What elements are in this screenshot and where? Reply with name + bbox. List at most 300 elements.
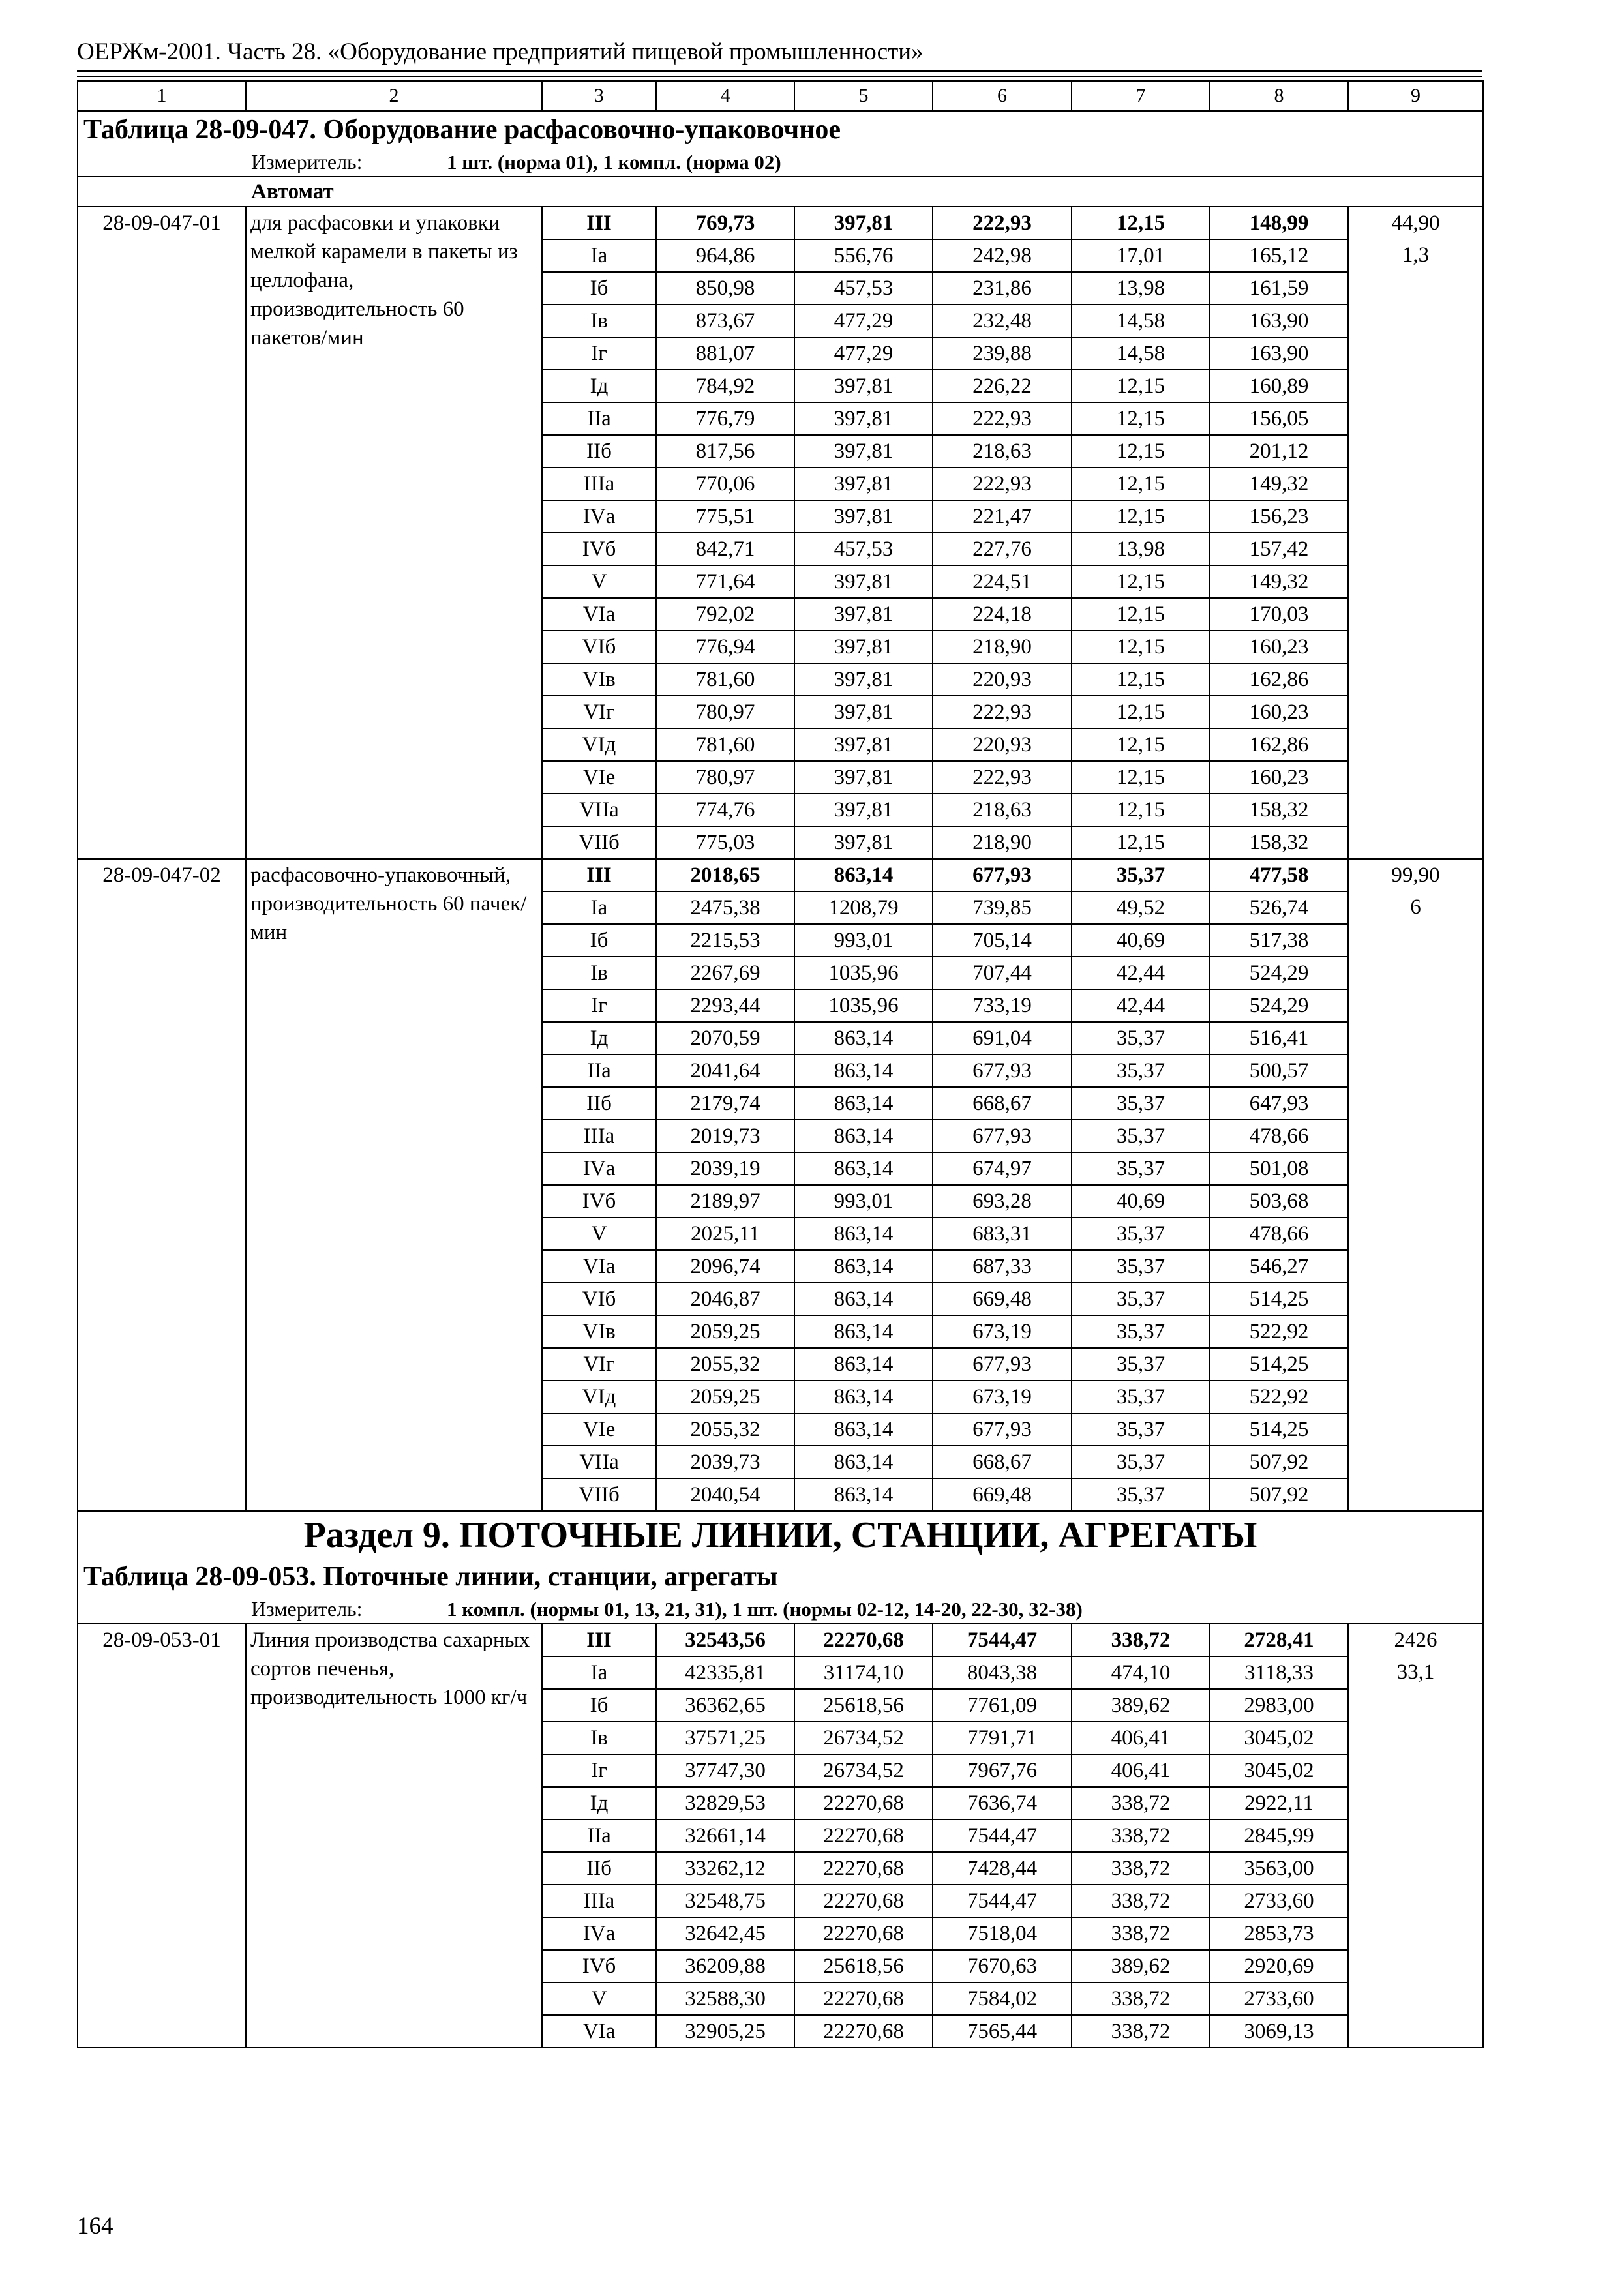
col9-cell xyxy=(1348,1722,1483,1754)
col9-cell xyxy=(1348,696,1483,728)
value-cell: 397,81 xyxy=(794,370,933,402)
value-cell: 397,81 xyxy=(794,500,933,533)
value-cell: 12,15 xyxy=(1072,207,1210,239)
value-cell: 863,14 xyxy=(794,1087,933,1120)
value-cell: 35,37 xyxy=(1072,1446,1210,1478)
value-cell: 647,93 xyxy=(1210,1087,1348,1120)
value-cell: 397,81 xyxy=(794,696,933,728)
value-cell: 14,58 xyxy=(1072,305,1210,337)
zone-cell: IIб xyxy=(542,435,656,468)
value-cell: 32661,14 xyxy=(656,1819,794,1852)
col9-cell xyxy=(1348,1950,1483,1982)
value-cell: 2179,74 xyxy=(656,1087,794,1120)
column-number: 5 xyxy=(794,81,933,111)
value-cell: 242,98 xyxy=(933,239,1072,272)
value-cell: 673,19 xyxy=(933,1381,1072,1413)
value-cell: 338,72 xyxy=(1072,2015,1210,2048)
value-cell: 522,92 xyxy=(1210,1381,1348,1413)
zone-cell: IIIа xyxy=(542,1885,656,1917)
value-cell: 2055,32 xyxy=(656,1413,794,1446)
col9-cell xyxy=(1348,305,1483,337)
value-cell: 222,93 xyxy=(933,761,1072,794)
value-cell: 165,12 xyxy=(1210,239,1348,272)
value-cell: 522,92 xyxy=(1210,1315,1348,1348)
value-cell: 993,01 xyxy=(794,924,933,957)
value-cell: 850,98 xyxy=(656,272,794,305)
col9-cell xyxy=(1348,1055,1483,1087)
value-cell: 770,06 xyxy=(656,468,794,500)
value-cell: 457,53 xyxy=(794,272,933,305)
col9-cell xyxy=(1348,1819,1483,1852)
col9-cell xyxy=(1348,1885,1483,1917)
value-cell: 25618,56 xyxy=(794,1950,933,1982)
value-cell: 35,37 xyxy=(1072,1218,1210,1250)
value-cell: 160,23 xyxy=(1210,631,1348,663)
value-cell: 389,62 xyxy=(1072,1950,1210,1982)
value-cell: 2733,60 xyxy=(1210,1982,1348,2015)
value-cell: 163,90 xyxy=(1210,337,1348,370)
value-cell: 669,48 xyxy=(933,1283,1072,1315)
value-cell: 12,15 xyxy=(1072,728,1210,761)
zone-cell: Iб xyxy=(542,272,656,305)
col9-cell: 2426 xyxy=(1348,1624,1483,1656)
value-cell: 218,90 xyxy=(933,826,1072,859)
value-cell: 780,97 xyxy=(656,696,794,728)
value-cell: 501,08 xyxy=(1210,1152,1348,1185)
value-cell: 163,90 xyxy=(1210,305,1348,337)
column-number: 7 xyxy=(1072,81,1210,111)
column-number: 4 xyxy=(656,81,794,111)
value-cell: 514,25 xyxy=(1210,1348,1348,1381)
col9-cell xyxy=(1348,370,1483,402)
value-cell: 776,79 xyxy=(656,402,794,435)
col9-cell xyxy=(1348,272,1483,305)
value-cell: 33262,12 xyxy=(656,1852,794,1885)
value-cell: 3563,00 xyxy=(1210,1852,1348,1885)
col9-cell xyxy=(1348,1446,1483,1478)
value-cell: 863,14 xyxy=(794,1055,933,1087)
value-cell: 232,48 xyxy=(933,305,1072,337)
value-cell: 514,25 xyxy=(1210,1283,1348,1315)
value-cell: 474,10 xyxy=(1072,1656,1210,1689)
value-cell: 7544,47 xyxy=(933,1885,1072,1917)
table-title: Таблица 28-09-047. Оборудование расфасовочно-упаковочное xyxy=(78,111,1483,148)
col9-cell xyxy=(1348,1315,1483,1348)
value-cell: 7428,44 xyxy=(933,1852,1072,1885)
value-cell: 218,63 xyxy=(933,794,1072,826)
value-cell: 673,19 xyxy=(933,1315,1072,1348)
value-cell: 231,86 xyxy=(933,272,1072,305)
value-cell: 2019,73 xyxy=(656,1120,794,1152)
col9-cell xyxy=(1348,1982,1483,2015)
col9-cell xyxy=(1348,1413,1483,1446)
col9-cell xyxy=(1348,500,1483,533)
value-cell: 781,60 xyxy=(656,663,794,696)
col9-cell xyxy=(1348,663,1483,696)
value-cell: 863,14 xyxy=(794,1283,933,1315)
value-cell: 22270,68 xyxy=(794,2015,933,2048)
value-cell: 526,74 xyxy=(1210,891,1348,924)
value-cell: 40,69 xyxy=(1072,924,1210,957)
column-number: 2 xyxy=(246,81,542,111)
value-cell: 477,29 xyxy=(794,337,933,370)
value-cell: 32543,56 xyxy=(656,1624,794,1656)
zone-cell: VIIа xyxy=(542,1446,656,1478)
value-cell: 221,47 xyxy=(933,500,1072,533)
value-cell: 222,93 xyxy=(933,468,1072,500)
value-cell: 13,98 xyxy=(1072,272,1210,305)
value-cell: 49,52 xyxy=(1072,891,1210,924)
value-cell: 17,01 xyxy=(1072,239,1210,272)
value-cell: 2040,54 xyxy=(656,1478,794,1511)
value-cell: 12,15 xyxy=(1072,761,1210,794)
value-cell: 677,93 xyxy=(933,1413,1072,1446)
meter xyxy=(78,148,1483,177)
col9-cell xyxy=(1348,533,1483,565)
value-cell: 784,92 xyxy=(656,370,794,402)
zone-cell: III xyxy=(542,1624,656,1656)
value-cell: 683,31 xyxy=(933,1218,1072,1250)
value-cell: 406,41 xyxy=(1072,1722,1210,1754)
value-cell: 668,67 xyxy=(933,1087,1072,1120)
zone-cell: VIIа xyxy=(542,794,656,826)
zone-cell: VIIб xyxy=(542,826,656,859)
value-cell: 2475,38 xyxy=(656,891,794,924)
value-cell: 338,72 xyxy=(1072,1885,1210,1917)
norm-code: 28-09-047-01 xyxy=(78,207,246,859)
value-cell: 35,37 xyxy=(1072,1055,1210,1087)
table-title-row xyxy=(78,111,1483,148)
value-cell: 507,92 xyxy=(1210,1478,1348,1511)
value-cell: 478,66 xyxy=(1210,1120,1348,1152)
value-cell: 148,99 xyxy=(1210,207,1348,239)
value-cell: 397,81 xyxy=(794,794,933,826)
value-cell: 338,72 xyxy=(1072,1982,1210,2015)
zone-cell: V xyxy=(542,1218,656,1250)
value-cell: 222,93 xyxy=(933,696,1072,728)
value-cell: 2853,73 xyxy=(1210,1917,1348,1950)
meter-row xyxy=(78,1595,1483,1624)
value-cell: 2055,32 xyxy=(656,1348,794,1381)
zone-cell: Iг xyxy=(542,337,656,370)
value-cell: 669,48 xyxy=(933,1478,1072,1511)
page-number: 164 xyxy=(77,2213,113,2239)
header-rule xyxy=(77,70,1482,72)
zone-cell: VIа xyxy=(542,1250,656,1283)
value-cell: 12,15 xyxy=(1072,696,1210,728)
value-cell: 35,37 xyxy=(1072,1022,1210,1055)
value-cell: 35,37 xyxy=(1072,1250,1210,1283)
value-cell: 775,03 xyxy=(656,826,794,859)
zone-cell: VIг xyxy=(542,1348,656,1381)
value-cell: 1208,79 xyxy=(794,891,933,924)
value-cell: 12,15 xyxy=(1072,435,1210,468)
value-cell: 3045,02 xyxy=(1210,1722,1348,1754)
zone-cell: IIа xyxy=(542,1055,656,1087)
value-cell: 397,81 xyxy=(794,728,933,761)
value-cell: 691,04 xyxy=(933,1022,1072,1055)
value-cell: 524,29 xyxy=(1210,989,1348,1022)
zone-cell: IIб xyxy=(542,1852,656,1885)
value-cell: 7670,63 xyxy=(933,1950,1072,1982)
norm-description: расфасовочно-упаковочный, производительность 60 пачек/мин xyxy=(246,859,542,1511)
value-cell: 7584,02 xyxy=(933,1982,1072,2015)
value-cell: 863,14 xyxy=(794,1022,933,1055)
value-cell: 2096,74 xyxy=(656,1250,794,1283)
value-cell: 397,81 xyxy=(794,207,933,239)
value-cell: 12,15 xyxy=(1072,500,1210,533)
value-cell: 500,57 xyxy=(1210,1055,1348,1087)
table-title: Таблица 28-09-053. Поточные линии, станции, агрегаты xyxy=(78,1559,1483,1595)
header-rule-thin xyxy=(77,76,1482,77)
value-cell: 863,14 xyxy=(794,1381,933,1413)
value-cell: 26734,52 xyxy=(794,1754,933,1787)
col9-cell xyxy=(1348,1478,1483,1511)
col9-cell xyxy=(1348,1348,1483,1381)
value-cell: 863,14 xyxy=(794,1348,933,1381)
value-cell: 35,37 xyxy=(1072,1381,1210,1413)
norm-code: 28-09-047-02 xyxy=(78,859,246,1511)
column-number-row xyxy=(78,81,1483,111)
value-cell: 170,03 xyxy=(1210,598,1348,631)
value-cell: 478,66 xyxy=(1210,1218,1348,1250)
zone-cell: Iг xyxy=(542,1754,656,1787)
column-number: 6 xyxy=(933,81,1072,111)
zone-cell: IIIа xyxy=(542,468,656,500)
value-cell: 35,37 xyxy=(1072,1152,1210,1185)
value-cell: 863,14 xyxy=(794,1413,933,1446)
zone-cell: VIа xyxy=(542,598,656,631)
value-cell: 35,37 xyxy=(1072,1413,1210,1446)
zone-cell: VIб xyxy=(542,1283,656,1315)
zone-cell: IIа xyxy=(542,1819,656,1852)
value-cell: 2039,19 xyxy=(656,1152,794,1185)
value-cell: 517,38 xyxy=(1210,924,1348,957)
value-cell: 514,25 xyxy=(1210,1413,1348,1446)
value-cell: 218,90 xyxy=(933,631,1072,663)
col9-cell: 99,90 xyxy=(1348,859,1483,891)
zone-cell: IVа xyxy=(542,1917,656,1950)
value-cell: 873,67 xyxy=(656,305,794,337)
value-cell: 2018,65 xyxy=(656,859,794,891)
value-cell: 397,81 xyxy=(794,468,933,500)
value-cell: 780,97 xyxy=(656,761,794,794)
zone-cell: IVа xyxy=(542,1152,656,1185)
value-cell: 781,60 xyxy=(656,728,794,761)
value-cell: 457,53 xyxy=(794,533,933,565)
value-cell: 2983,00 xyxy=(1210,1689,1348,1722)
value-cell: 22270,68 xyxy=(794,1852,933,1885)
value-cell: 863,14 xyxy=(794,1478,933,1511)
value-cell: 149,32 xyxy=(1210,468,1348,500)
value-cell: 37747,30 xyxy=(656,1754,794,1787)
value-cell: 2845,99 xyxy=(1210,1819,1348,1852)
col9-cell xyxy=(1348,794,1483,826)
value-cell: 733,19 xyxy=(933,989,1072,1022)
col9-cell xyxy=(1348,1283,1483,1315)
value-cell: 7544,47 xyxy=(933,1819,1072,1852)
col9-cell xyxy=(1348,598,1483,631)
value-cell: 36209,88 xyxy=(656,1950,794,1982)
value-cell: 220,93 xyxy=(933,663,1072,696)
value-cell: 503,68 xyxy=(1210,1185,1348,1218)
value-cell: 556,76 xyxy=(794,239,933,272)
value-cell: 22270,68 xyxy=(794,1982,933,2015)
col9-cell xyxy=(1348,1152,1483,1185)
value-cell: 3118,33 xyxy=(1210,1656,1348,1689)
zone-cell: Iд xyxy=(542,1022,656,1055)
value-cell: 22270,68 xyxy=(794,1787,933,1819)
table-row xyxy=(78,859,1483,891)
subheading-row xyxy=(78,177,1483,207)
value-cell: 7518,04 xyxy=(933,1917,1072,1950)
value-cell: 8043,38 xyxy=(933,1656,1072,1689)
meter-row xyxy=(78,148,1483,177)
value-cell: 7967,76 xyxy=(933,1754,1072,1787)
value-cell: 35,37 xyxy=(1072,1478,1210,1511)
value-cell: 792,02 xyxy=(656,598,794,631)
value-cell: 2025,11 xyxy=(656,1218,794,1250)
value-cell: 12,15 xyxy=(1072,565,1210,598)
value-cell: 1035,96 xyxy=(794,989,933,1022)
norm-description: Линия производства сахарных сортов печенья, производительность 1000 кг/ч xyxy=(246,1624,542,2048)
value-cell: 863,14 xyxy=(794,1315,933,1348)
zone-cell: Iв xyxy=(542,305,656,337)
column-number: 8 xyxy=(1210,81,1348,111)
meter-label: Измеритель: xyxy=(251,150,363,173)
value-cell: 2733,60 xyxy=(1210,1885,1348,1917)
value-cell: 693,28 xyxy=(933,1185,1072,1218)
value-cell: 677,93 xyxy=(933,1055,1072,1087)
value-cell: 32588,30 xyxy=(656,1982,794,2015)
value-cell: 12,15 xyxy=(1072,402,1210,435)
value-cell: 32829,53 xyxy=(656,1787,794,1819)
value-cell: 224,18 xyxy=(933,598,1072,631)
page-header: ОЕРЖм-2001. Часть 28. «Оборудование предприятий пищевой промышленности» xyxy=(77,38,924,65)
col9-cell xyxy=(1348,2015,1483,2048)
col9-cell xyxy=(1348,631,1483,663)
zone-cell: Iа xyxy=(542,891,656,924)
value-cell: 863,14 xyxy=(794,859,933,891)
col9-cell: 1,3 xyxy=(1348,239,1483,272)
value-cell: 35,37 xyxy=(1072,1120,1210,1152)
value-cell: 239,88 xyxy=(933,337,1072,370)
value-cell: 35,37 xyxy=(1072,859,1210,891)
norm-description: для расфасовки и упаковки мелкой карамели в пакеты из целлофана, производительность 60 пакетов/мин xyxy=(246,207,542,859)
col9-cell xyxy=(1348,1754,1483,1787)
value-cell: 863,14 xyxy=(794,1446,933,1478)
zone-cell: V xyxy=(542,1982,656,2015)
value-cell: 37571,25 xyxy=(656,1722,794,1754)
col9-cell: 44,90 xyxy=(1348,207,1483,239)
col9-cell xyxy=(1348,468,1483,500)
col9-cell xyxy=(1348,1185,1483,1218)
value-cell: 707,44 xyxy=(933,957,1072,989)
value-cell: 201,12 xyxy=(1210,435,1348,468)
value-cell: 668,67 xyxy=(933,1446,1072,1478)
value-cell: 7565,44 xyxy=(933,2015,1072,2048)
col9-cell xyxy=(1348,1250,1483,1283)
value-cell: 32642,45 xyxy=(656,1917,794,1950)
zone-cell: IIб xyxy=(542,1087,656,1120)
col9-cell xyxy=(1348,957,1483,989)
value-cell: 226,22 xyxy=(933,370,1072,402)
value-cell: 149,32 xyxy=(1210,565,1348,598)
value-cell: 774,76 xyxy=(656,794,794,826)
value-cell: 36362,65 xyxy=(656,1689,794,1722)
value-cell: 477,29 xyxy=(794,305,933,337)
zone-cell: VIд xyxy=(542,728,656,761)
value-cell: 2046,87 xyxy=(656,1283,794,1315)
value-cell: 35,37 xyxy=(1072,1087,1210,1120)
col9-cell xyxy=(1348,1022,1483,1055)
col9-cell xyxy=(1348,1120,1483,1152)
value-cell: 546,27 xyxy=(1210,1250,1348,1283)
value-cell: 2293,44 xyxy=(656,989,794,1022)
zone-cell: V xyxy=(542,565,656,598)
value-cell: 397,81 xyxy=(794,761,933,794)
col9-cell xyxy=(1348,1917,1483,1950)
value-cell: 162,86 xyxy=(1210,728,1348,761)
value-cell: 397,81 xyxy=(794,565,933,598)
value-cell: 22270,68 xyxy=(794,1624,933,1656)
value-cell: 397,81 xyxy=(794,663,933,696)
value-cell: 7761,09 xyxy=(933,1689,1072,1722)
value-cell: 26734,52 xyxy=(794,1722,933,1754)
meter-text: 1 шт. (норма 01), 1 компл. (норма 02) xyxy=(447,151,781,173)
value-cell: 3069,13 xyxy=(1210,2015,1348,2048)
col9-cell xyxy=(1348,1689,1483,1722)
meter xyxy=(78,1595,1483,1624)
zone-cell: VIд xyxy=(542,1381,656,1413)
section-title: Раздел 9. ПОТОЧНЫЕ ЛИНИИ, СТАНЦИИ, АГРЕГАТЫ xyxy=(78,1511,1483,1559)
zone-cell: Iа xyxy=(542,239,656,272)
col9-cell xyxy=(1348,728,1483,761)
zone-cell: IIа xyxy=(542,402,656,435)
value-cell: 2728,41 xyxy=(1210,1624,1348,1656)
section-title-row xyxy=(78,1511,1483,1559)
zone-cell: Iб xyxy=(542,1689,656,1722)
value-cell: 2041,64 xyxy=(656,1055,794,1087)
value-cell: 705,14 xyxy=(933,924,1072,957)
value-cell: 2215,53 xyxy=(656,924,794,957)
col9-cell xyxy=(1348,1087,1483,1120)
value-cell: 12,15 xyxy=(1072,631,1210,663)
value-cell: 677,93 xyxy=(933,1120,1072,1152)
column-number: 3 xyxy=(542,81,656,111)
value-cell: 406,41 xyxy=(1072,1754,1210,1787)
zone-cell: III xyxy=(542,859,656,891)
zone-cell: IVа xyxy=(542,500,656,533)
value-cell: 389,62 xyxy=(1072,1689,1210,1722)
value-cell: 338,72 xyxy=(1072,1819,1210,1852)
value-cell: 2189,97 xyxy=(656,1185,794,1218)
zone-cell: III xyxy=(542,207,656,239)
col9-cell xyxy=(1348,1787,1483,1819)
value-cell: 842,71 xyxy=(656,533,794,565)
value-cell: 40,69 xyxy=(1072,1185,1210,1218)
zone-cell: VIб xyxy=(542,631,656,663)
value-cell: 14,58 xyxy=(1072,337,1210,370)
value-cell: 677,93 xyxy=(933,859,1072,891)
value-cell: 2059,25 xyxy=(656,1381,794,1413)
value-cell: 817,56 xyxy=(656,435,794,468)
value-cell: 32905,25 xyxy=(656,2015,794,2048)
value-cell: 769,73 xyxy=(656,207,794,239)
value-cell: 881,07 xyxy=(656,337,794,370)
col9-cell xyxy=(1348,1852,1483,1885)
value-cell: 524,29 xyxy=(1210,957,1348,989)
